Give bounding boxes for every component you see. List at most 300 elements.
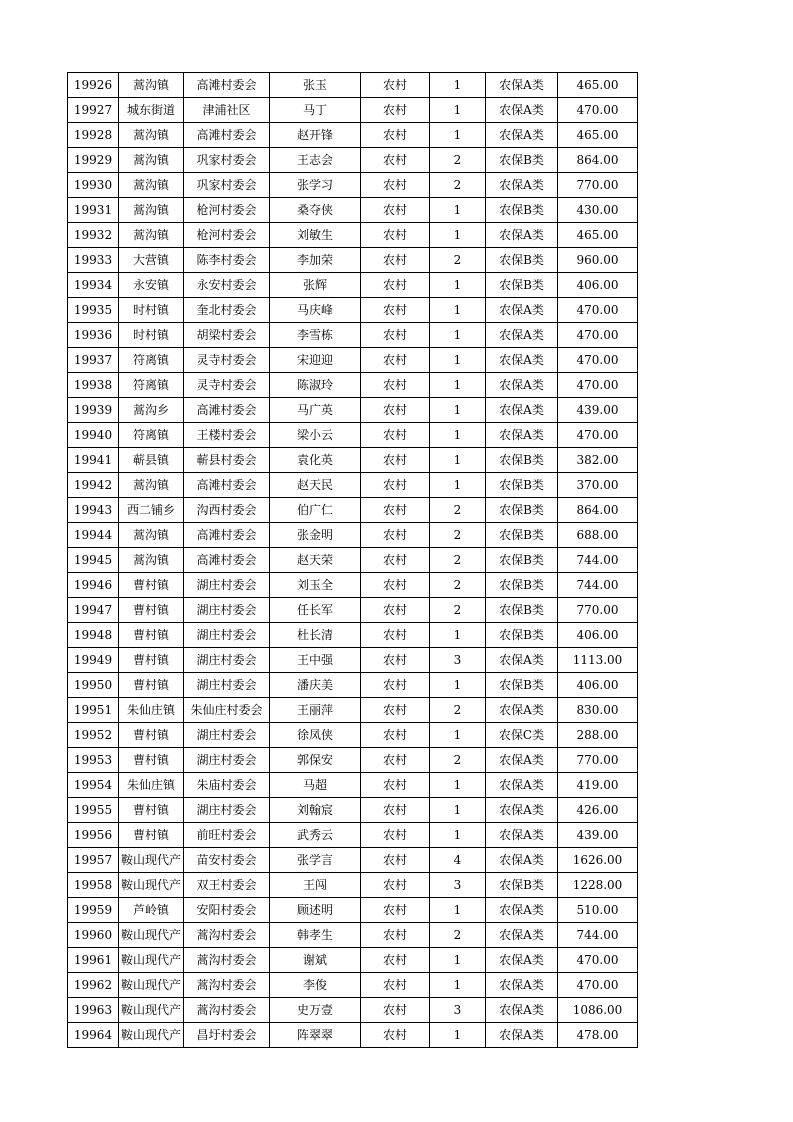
category-cell: 农保A类 <box>486 823 558 848</box>
record-id-cell: 19930 <box>68 173 119 198</box>
village-cell: 蒿沟村委会 <box>184 973 270 998</box>
category-cell: 农保B类 <box>486 473 558 498</box>
category-cell: 农保B类 <box>486 623 558 648</box>
name-cell: 王中强 <box>270 648 361 673</box>
category-cell: 农保A类 <box>486 998 558 1023</box>
village-cell: 湖庄村委会 <box>184 573 270 598</box>
village-cell: 湖庄村委会 <box>184 648 270 673</box>
name-cell: 赵天荣 <box>270 548 361 573</box>
record-id-cell: 19926 <box>68 73 119 98</box>
type-cell: 农村 <box>361 123 430 148</box>
amount-cell: 470.00 <box>558 348 638 373</box>
amount-cell: 470.00 <box>558 373 638 398</box>
type-cell: 农村 <box>361 448 430 473</box>
type-cell: 农村 <box>361 698 430 723</box>
name-cell: 任长军 <box>270 598 361 623</box>
name-cell: 张玉 <box>270 73 361 98</box>
name-cell: 刘玉全 <box>270 573 361 598</box>
amount-cell: 430.00 <box>558 198 638 223</box>
village-cell: 胡梁村委会 <box>184 323 270 348</box>
count-cell: 4 <box>430 848 486 873</box>
count-cell: 2 <box>430 523 486 548</box>
record-id-cell: 19952 <box>68 723 119 748</box>
record-id-cell: 19944 <box>68 523 119 548</box>
category-cell: 农保A类 <box>486 648 558 673</box>
town-cell: 西二铺乡 <box>119 498 184 523</box>
table-row <box>68 173 638 198</box>
record-id-cell: 19953 <box>68 748 119 773</box>
amount-cell: 1228.00 <box>558 873 638 898</box>
category-cell: 农保A类 <box>486 398 558 423</box>
village-cell: 湖庄村委会 <box>184 748 270 773</box>
town-cell: 永安镇 <box>119 273 184 298</box>
table-row <box>68 523 638 548</box>
table-row <box>68 848 638 873</box>
village-cell: 灵寺村委会 <box>184 373 270 398</box>
name-cell: 王丽萍 <box>270 698 361 723</box>
town-cell: 芦岭镇 <box>119 898 184 923</box>
town-cell: 朱仙庄镇 <box>119 698 184 723</box>
count-cell: 1 <box>430 323 486 348</box>
type-cell: 农村 <box>361 823 430 848</box>
name-cell: 张金明 <box>270 523 361 548</box>
name-cell: 梁小云 <box>270 423 361 448</box>
type-cell: 农村 <box>361 373 430 398</box>
record-id-cell: 19959 <box>68 898 119 923</box>
table-row <box>68 573 638 598</box>
category-cell: 农保A类 <box>486 348 558 373</box>
amount-cell: 419.00 <box>558 773 638 798</box>
village-cell: 昌圩村委会 <box>184 1023 270 1048</box>
record-id-cell: 19935 <box>68 298 119 323</box>
village-cell: 高滩村委会 <box>184 398 270 423</box>
amount-cell: 470.00 <box>558 298 638 323</box>
table-row <box>68 998 638 1023</box>
count-cell: 1 <box>430 98 486 123</box>
count-cell: 1 <box>430 798 486 823</box>
town-cell: 鞍山现代产 <box>119 873 184 898</box>
amount-cell: 960.00 <box>558 248 638 273</box>
village-cell: 湖庄村委会 <box>184 623 270 648</box>
record-id-cell: 19942 <box>68 473 119 498</box>
table-row <box>68 498 638 523</box>
village-cell: 津浦社区 <box>184 98 270 123</box>
town-cell: 时村镇 <box>119 298 184 323</box>
town-cell: 大营镇 <box>119 248 184 273</box>
record-id-cell: 19960 <box>68 923 119 948</box>
type-cell: 农村 <box>361 73 430 98</box>
table-row <box>68 648 638 673</box>
record-id-cell: 19934 <box>68 273 119 298</box>
type-cell: 农村 <box>361 1023 430 1048</box>
count-cell: 1 <box>430 423 486 448</box>
count-cell: 2 <box>430 548 486 573</box>
category-cell: 农保A类 <box>486 73 558 98</box>
town-cell: 曹村镇 <box>119 798 184 823</box>
table-row <box>68 423 638 448</box>
village-cell: 高滩村委会 <box>184 473 270 498</box>
category-cell: 农保B类 <box>486 148 558 173</box>
type-cell: 农村 <box>361 898 430 923</box>
amount-cell: 439.00 <box>558 398 638 423</box>
village-cell: 湖庄村委会 <box>184 598 270 623</box>
category-cell: 农保A类 <box>486 898 558 923</box>
type-cell: 农村 <box>361 873 430 898</box>
category-cell: 农保B类 <box>486 448 558 473</box>
town-cell: 曹村镇 <box>119 673 184 698</box>
category-cell: 农保A类 <box>486 223 558 248</box>
amount-cell: 439.00 <box>558 823 638 848</box>
name-cell: 杜长清 <box>270 623 361 648</box>
amount-cell: 465.00 <box>558 123 638 148</box>
name-cell: 刘敏生 <box>270 223 361 248</box>
name-cell: 刘翰宸 <box>270 798 361 823</box>
town-cell: 蒿沟镇 <box>119 173 184 198</box>
category-cell: 农保A类 <box>486 98 558 123</box>
village-cell: 高滩村委会 <box>184 123 270 148</box>
name-cell: 陈淑玲 <box>270 373 361 398</box>
town-cell: 鞍山现代产 <box>119 973 184 998</box>
record-id-cell: 19945 <box>68 548 119 573</box>
count-cell: 1 <box>430 298 486 323</box>
record-id-cell: 19958 <box>68 873 119 898</box>
table-row <box>68 298 638 323</box>
type-cell: 农村 <box>361 573 430 598</box>
type-cell: 农村 <box>361 473 430 498</box>
category-cell: 农保B类 <box>486 673 558 698</box>
amount-cell: 688.00 <box>558 523 638 548</box>
amount-cell: 1086.00 <box>558 998 638 1023</box>
town-cell: 鞍山现代产 <box>119 1023 184 1048</box>
count-cell: 1 <box>430 973 486 998</box>
table-row <box>68 373 638 398</box>
table-row <box>68 248 638 273</box>
count-cell: 2 <box>430 498 486 523</box>
village-cell: 蒿沟村委会 <box>184 923 270 948</box>
amount-cell: 470.00 <box>558 423 638 448</box>
village-cell: 永安村委会 <box>184 273 270 298</box>
count-cell: 1 <box>430 473 486 498</box>
count-cell: 1 <box>430 223 486 248</box>
table-row <box>68 223 638 248</box>
type-cell: 农村 <box>361 298 430 323</box>
record-id-cell: 19951 <box>68 698 119 723</box>
record-id-cell: 19941 <box>68 448 119 473</box>
name-cell: 马丁 <box>270 98 361 123</box>
record-id-cell: 19940 <box>68 423 119 448</box>
record-id-cell: 19955 <box>68 798 119 823</box>
name-cell: 武秀云 <box>270 823 361 848</box>
village-cell: 枪河村委会 <box>184 198 270 223</box>
type-cell: 农村 <box>361 648 430 673</box>
amount-cell: 426.00 <box>558 798 638 823</box>
record-id-cell: 19929 <box>68 148 119 173</box>
record-id-cell: 19964 <box>68 1023 119 1048</box>
table-row <box>68 773 638 798</box>
village-cell: 蒿沟村委会 <box>184 948 270 973</box>
name-cell: 张辉 <box>270 273 361 298</box>
record-id-cell: 19947 <box>68 598 119 623</box>
table-row <box>68 948 638 973</box>
village-cell: 蕲县村委会 <box>184 448 270 473</box>
town-cell: 曹村镇 <box>119 648 184 673</box>
category-cell: 农保A类 <box>486 423 558 448</box>
type-cell: 农村 <box>361 98 430 123</box>
town-cell: 时村镇 <box>119 323 184 348</box>
town-cell: 曹村镇 <box>119 598 184 623</box>
name-cell: 袁化英 <box>270 448 361 473</box>
town-cell: 曹村镇 <box>119 573 184 598</box>
record-id-cell: 19962 <box>68 973 119 998</box>
table-row <box>68 598 638 623</box>
name-cell: 宋迎迎 <box>270 348 361 373</box>
count-cell: 1 <box>430 198 486 223</box>
category-cell: 农保A类 <box>486 923 558 948</box>
name-cell: 顾述明 <box>270 898 361 923</box>
name-cell: 桑夺侠 <box>270 198 361 223</box>
table-row <box>68 673 638 698</box>
table-row <box>68 798 638 823</box>
record-id-cell: 19956 <box>68 823 119 848</box>
count-cell: 1 <box>430 398 486 423</box>
name-cell: 王志会 <box>270 148 361 173</box>
amount-cell: 370.00 <box>558 473 638 498</box>
category-cell: 农保A类 <box>486 698 558 723</box>
record-id-cell: 19950 <box>68 673 119 698</box>
town-cell: 曹村镇 <box>119 748 184 773</box>
table-row <box>68 748 638 773</box>
town-cell: 蒿沟镇 <box>119 73 184 98</box>
record-id-cell: 19954 <box>68 773 119 798</box>
village-cell: 灵寺村委会 <box>184 348 270 373</box>
table-row <box>68 823 638 848</box>
type-cell: 农村 <box>361 273 430 298</box>
amount-cell: 288.00 <box>558 723 638 748</box>
town-cell: 鞍山现代产 <box>119 948 184 973</box>
village-cell: 湖庄村委会 <box>184 798 270 823</box>
village-cell: 安阳村委会 <box>184 898 270 923</box>
count-cell: 3 <box>430 998 486 1023</box>
type-cell: 农村 <box>361 248 430 273</box>
amount-cell: 478.00 <box>558 1023 638 1048</box>
name-cell: 谢斌 <box>270 948 361 973</box>
category-cell: 农保A类 <box>486 773 558 798</box>
table-row <box>68 198 638 223</box>
amount-cell: 744.00 <box>558 923 638 948</box>
village-cell: 前旺村委会 <box>184 823 270 848</box>
name-cell: 李俊 <box>270 973 361 998</box>
record-id-cell: 19949 <box>68 648 119 673</box>
name-cell: 张学习 <box>270 173 361 198</box>
amount-cell: 465.00 <box>558 223 638 248</box>
count-cell: 1 <box>430 123 486 148</box>
type-cell: 农村 <box>361 398 430 423</box>
table-row <box>68 273 638 298</box>
record-id-cell: 19948 <box>68 623 119 648</box>
amount-cell: 470.00 <box>558 323 638 348</box>
category-cell: 农保A类 <box>486 748 558 773</box>
name-cell: 阵翠翠 <box>270 1023 361 1048</box>
name-cell: 王闯 <box>270 873 361 898</box>
record-id-cell: 19957 <box>68 848 119 873</box>
record-id-cell: 19938 <box>68 373 119 398</box>
record-id-cell: 19963 <box>68 998 119 1023</box>
category-cell: 农保A类 <box>486 173 558 198</box>
village-cell: 朱仙庄村委会 <box>184 698 270 723</box>
village-cell: 奎北村委会 <box>184 298 270 323</box>
village-cell: 高滩村委会 <box>184 73 270 98</box>
count-cell: 3 <box>430 648 486 673</box>
table-row <box>68 148 638 173</box>
count-cell: 1 <box>430 773 486 798</box>
town-cell: 曹村镇 <box>119 623 184 648</box>
record-table <box>67 72 638 1048</box>
table-row <box>68 73 638 98</box>
name-cell: 马超 <box>270 773 361 798</box>
amount-cell: 744.00 <box>558 548 638 573</box>
count-cell: 1 <box>430 898 486 923</box>
table-row <box>68 923 638 948</box>
village-cell: 蒿沟村委会 <box>184 998 270 1023</box>
record-id-cell: 19961 <box>68 948 119 973</box>
count-cell: 1 <box>430 73 486 98</box>
count-cell: 1 <box>430 948 486 973</box>
amount-cell: 770.00 <box>558 598 638 623</box>
category-cell: 农保C类 <box>486 723 558 748</box>
table-row <box>68 323 638 348</box>
count-cell: 2 <box>430 698 486 723</box>
village-cell: 高滩村委会 <box>184 523 270 548</box>
category-cell: 农保B类 <box>486 573 558 598</box>
type-cell: 农村 <box>361 598 430 623</box>
town-cell: 符离镇 <box>119 423 184 448</box>
amount-cell: 770.00 <box>558 173 638 198</box>
town-cell: 符离镇 <box>119 373 184 398</box>
name-cell: 郭保安 <box>270 748 361 773</box>
table-row <box>68 623 638 648</box>
category-cell: 农保B类 <box>486 273 558 298</box>
category-cell: 农保A类 <box>486 1023 558 1048</box>
name-cell: 史万壹 <box>270 998 361 1023</box>
table-row <box>68 398 638 423</box>
type-cell: 农村 <box>361 973 430 998</box>
category-cell: 农保A类 <box>486 298 558 323</box>
town-cell: 朱仙庄镇 <box>119 773 184 798</box>
town-cell: 曹村镇 <box>119 723 184 748</box>
table-row <box>68 123 638 148</box>
town-cell: 城东街道 <box>119 98 184 123</box>
table-row <box>68 723 638 748</box>
table-row <box>68 548 638 573</box>
amount-cell: 744.00 <box>558 573 638 598</box>
category-cell: 农保A类 <box>486 848 558 873</box>
village-cell: 巩家村委会 <box>184 173 270 198</box>
table-body <box>68 73 638 1048</box>
amount-cell: 465.00 <box>558 73 638 98</box>
amount-cell: 1113.00 <box>558 648 638 673</box>
count-cell: 1 <box>430 373 486 398</box>
town-cell: 鞍山现代产 <box>119 923 184 948</box>
name-cell: 李雪栋 <box>270 323 361 348</box>
type-cell: 农村 <box>361 198 430 223</box>
record-id-cell: 19933 <box>68 248 119 273</box>
village-cell: 苗安村委会 <box>184 848 270 873</box>
table-row <box>68 898 638 923</box>
type-cell: 农村 <box>361 323 430 348</box>
count-cell: 2 <box>430 598 486 623</box>
count-cell: 2 <box>430 748 486 773</box>
category-cell: 农保B类 <box>486 548 558 573</box>
amount-cell: 406.00 <box>558 273 638 298</box>
category-cell: 农保A类 <box>486 323 558 348</box>
name-cell: 赵天民 <box>270 473 361 498</box>
count-cell: 1 <box>430 673 486 698</box>
village-cell: 朱庙村委会 <box>184 773 270 798</box>
count-cell: 2 <box>430 248 486 273</box>
town-cell: 蒿沟镇 <box>119 123 184 148</box>
record-id-cell: 19943 <box>68 498 119 523</box>
amount-cell: 864.00 <box>558 148 638 173</box>
amount-cell: 470.00 <box>558 98 638 123</box>
town-cell: 蕲县镇 <box>119 448 184 473</box>
category-cell: 农保B类 <box>486 873 558 898</box>
table-row <box>68 698 638 723</box>
type-cell: 农村 <box>361 848 430 873</box>
town-cell: 曹村镇 <box>119 823 184 848</box>
category-cell: 农保B类 <box>486 248 558 273</box>
town-cell: 蒿沟镇 <box>119 198 184 223</box>
name-cell: 伯广仁 <box>270 498 361 523</box>
village-cell: 双王村委会 <box>184 873 270 898</box>
type-cell: 农村 <box>361 348 430 373</box>
town-cell: 蒿沟乡 <box>119 398 184 423</box>
record-id-cell: 19928 <box>68 123 119 148</box>
name-cell: 张学言 <box>270 848 361 873</box>
amount-cell: 864.00 <box>558 498 638 523</box>
count-cell: 2 <box>430 148 486 173</box>
record-id-cell: 19936 <box>68 323 119 348</box>
category-cell: 农保A类 <box>486 123 558 148</box>
amount-cell: 406.00 <box>558 673 638 698</box>
category-cell: 农保A类 <box>486 973 558 998</box>
village-cell: 王楼村委会 <box>184 423 270 448</box>
type-cell: 农村 <box>361 748 430 773</box>
type-cell: 农村 <box>361 948 430 973</box>
category-cell: 农保B类 <box>486 523 558 548</box>
count-cell: 1 <box>430 448 486 473</box>
town-cell: 蒿沟镇 <box>119 523 184 548</box>
type-cell: 农村 <box>361 798 430 823</box>
table-row <box>68 348 638 373</box>
name-cell: 徐凤侠 <box>270 723 361 748</box>
count-cell: 1 <box>430 823 486 848</box>
table-row <box>68 873 638 898</box>
amount-cell: 1626.00 <box>558 848 638 873</box>
type-cell: 农村 <box>361 173 430 198</box>
type-cell: 农村 <box>361 523 430 548</box>
amount-cell: 770.00 <box>558 748 638 773</box>
category-cell: 农保A类 <box>486 798 558 823</box>
type-cell: 农村 <box>361 498 430 523</box>
count-cell: 1 <box>430 1023 486 1048</box>
amount-cell: 830.00 <box>558 698 638 723</box>
type-cell: 农村 <box>361 773 430 798</box>
type-cell: 农村 <box>361 148 430 173</box>
amount-cell: 406.00 <box>558 623 638 648</box>
category-cell: 农保B类 <box>486 598 558 623</box>
record-id-cell: 19946 <box>68 573 119 598</box>
type-cell: 农村 <box>361 673 430 698</box>
